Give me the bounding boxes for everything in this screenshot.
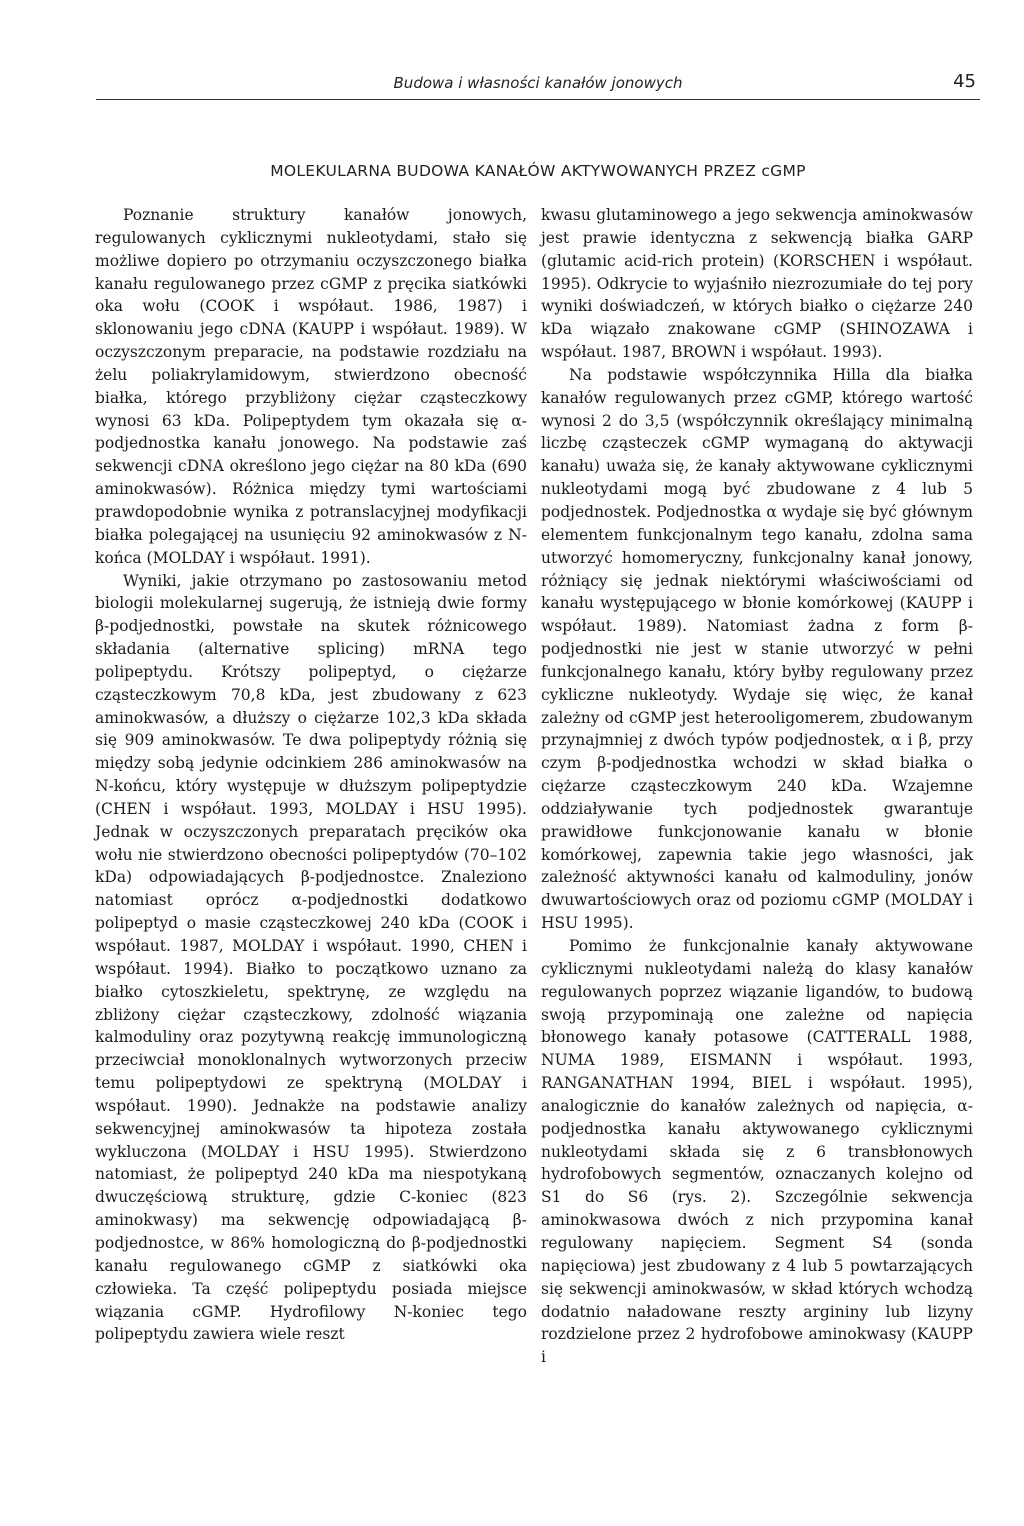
page-number: 45 [953,71,976,92]
running-title: Budowa i własności kanałów jonowych [393,74,683,92]
header-rule [96,99,980,100]
paragraph: Poznanie struktury kanałów jonowych, regulowanych cyklicznymi nukleotydami, stało się możliwe dopiero po otrzymaniu oczyszczonego białka kanału regulowanego przez cGMP z pręcika siatkówki oka wołu (COOK i współaut. 1986, 1987) i sklonowaniu jego cDNA (KAUPP i współaut. 1989). W oczyszczonym preparacie, na podstawie rozdziału na żelu poliakrylamidowym, stwierdzono obecność białka, którego przybliżony ciężar cząsteczkowy wynosi 63 kDa. Polipeptydem tym okazała się α-podjednostka kanału jonowego. Na podstawie zaś sekwencji cDNA określono jego ciężar na 80 kDa (690 aminokwasów). Różnica między tymi wartościami prawdopodobnie wynika z potranslacyjnej modyfikacji białka polegającej na usunięciu 92 aminokwasów z N-końca (MOLDAY i współaut. 1991). [95,206,527,567]
paragraph: Pomimo że funkcjonalnie kanały aktywowane cyklicznymi nukleotydami należą do klasy kanałów regulowanych poprzez wiązanie ligandów, to budową swoją przypominają one zależne od napięcia błonowego kanały potasowe (CATTERALL 1988, NUMA 1989, EISMANN i współaut. 1993, RANGANATHAN 1994, BIEL i współaut. 1995), analogicznie do kanałów zależnych od napięcia, α-podjednostka kanału aktywowanego cyklicznymi nukleotydami składa się z 6 transbłonowych hydrofobowych segmentów, oznaczanych kolejno od S1 do S6 (rys. 2). Szczególnie sekwencja aminokwasowa dwóch z nich przypomina kanał regulowany napięciem. Segment S4 (sonda napięciowa) jest zbudowany z 4 lub 5 powtarzających się sekwencji aminokwasów, w skład których wchodzą dodatnio naładowane reszty argininy lub lizyny rozdzielone przez 2 hydrofobowe aminokwasy (KAUPP i [541,937,973,1367]
section-title: MOLEKULARNA BUDOWA KANAŁÓW AKTYWOWANYCH PRZEZ cGMP [270,162,806,180]
paragraph: Wyniki, jakie otrzymano po zastosowaniu metod biologii molekularnej sugerują, że istnieją dwie formy β-podjednostki, powstałe na skutek różnicowego składania (alternative splicing) mRNA tego polipeptydu. Krótszy polipeptyd, o ciężarze cząsteczkowym 70,8 kDa, jest zbudowany z 623 aminokwasów, a dłuższy o ciężarze 102,3 kDa składa się 909 aminokwasów. Te dwa polipeptydy różnią się między sobą jedynie odcinkiem 286 aminokwasów na N-końcu, który występuje w dłuższym polipeptydzie (CHEN i współaut. 1993, MOLDAY i HSU 1995). Jednak w oczyszczonych preparatach pręcików oka wołu nie stwierdzono obecności polipeptydów (70–102 kDa) odpowiadających β-podjednostce. Znaleziono natomiast oprócz α-podjednostki dodatkowo polipeptyd o masie cząsteczkowej 240 kDa (COOK i współaut. 1987, MOLDAY i współaut. 1990, CHEN i współaut. 1994). Białko to początkowo uznano za białko cytoszkieletu, spektrynę, ze względu na zbliżony ciężar cząsteczkowy, zdolność wiązania kalmoduliny oraz pozytywną reakcję immunologiczną przeciwciał monoklonalnych wytworzonych przeciw temu polipeptydowi ze spektryną (MOLDAY i współaut. 1990). Jednakże na podstawie analizy sekwencyjnej aminokwasów ta hipoteza została wykluczona (MOLDAY i HSU 1995). Stwierdzono natomiast, że polipeptyd 240 kDa ma niespotykaną dwuczęściową strukturę, gdzie C-koniec (823 aminokwasy) ma sekwencję odpowiadającą β-podjednostce, w 86% homologiczną do β-podjednostki kanału regulowanego cGMP z siatkówki oka człowieka. Ta część polipeptydu posiada miejsce wiązania cGMP. Hydrofilowy N-koniec tego polipeptydu zawiera wiele reszt [95,571,527,1344]
paragraph: Na podstawie współczynnika Hilla dla białka kanałów regulowanych przez cGMP, którego wartość wynosi 2 do 3,5 (współczynnik określający minimalną liczbę cząsteczek cGMP wymaganą do aktywacji kanału) uważa się, że kanały aktywowane cyklicznymi nukleotydami mogą być zbudowane z 4 lub 5 podjednostek. Podjednostka α wydaje się być głównym elementem funkcjonalnym tego kanału, zdolna sama utworzyć homomeryczny, funkcjonalny kanał jonowy, różniący się jednak niektórymi właściwościami od kanału występującego w błonie komórkowej (KAUPP i współaut. 1989). Natomiast żadna z form β-podjednostki nie jest w stanie utworzyć w pełni funkcjonalnego kanału, który byłby regulowany przez cykliczne nukleotydy. Wydaje się więc, że kanał zależny od cGMP jest heterooligomerem, zbudowanym przynajmniej z dwóch typów podjednostek, α i β, przy czym β-podjednostka wchodzi w skład białka o ciężarze cząsteczkowym 240 kDa. Wzajemne oddziaływanie tych podjednostek gwarantuje prawidłowe funkcjonowanie kanału w błonie komórkowej, zapewnia takie jego własności, jak zależność aktywności kanału od kalmoduliny, jonów dwuwartościowych oraz od poziomu cGMP (MOLDAY i HSU 1995). [541,365,973,933]
right-column [541,204,973,1369]
left-column [95,204,527,1346]
paragraph: kwasu glutaminowego a jego sekwencja aminokwasów jest prawie identyczna z sekwencją białka GARP (glutamic acid-rich protein) (KORSCHEN i współaut. 1995). Odkrycie to wyjaśniło niezrozumiałe do tej pory wyniki doświadczeń, w których białko o ciężarze 240 kDa wiązało znakowane cGMP (SHINOZAWA i współaut. 1987, BROWN i współaut. 1993). [541,206,973,362]
